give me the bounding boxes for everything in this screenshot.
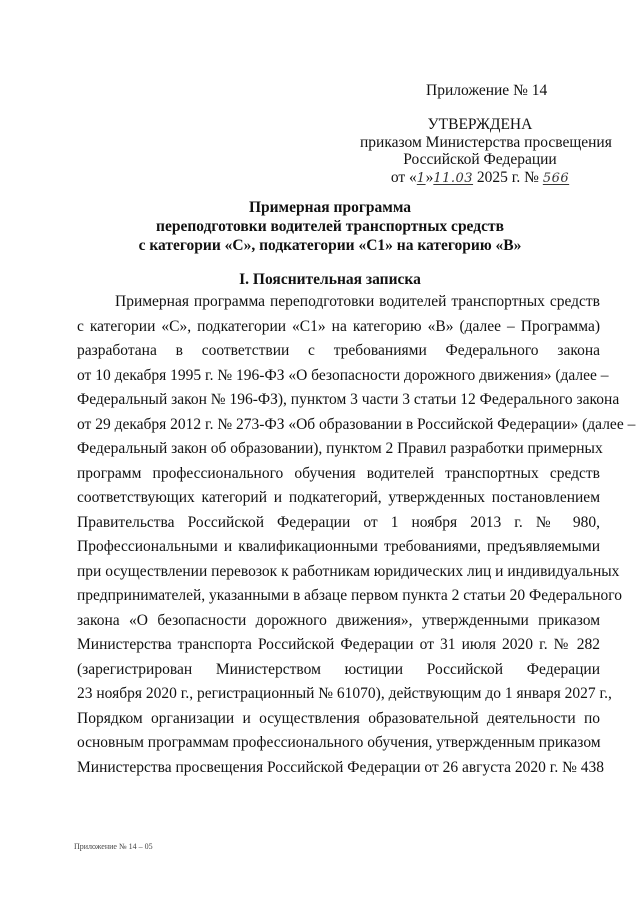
paragraph-line: с категории «С», подкатегории «С1» на категорию «В» (далее – Программа) xyxy=(77,317,600,335)
title-line-1: Примерная программа xyxy=(248,199,412,216)
order-date-mid: » xyxy=(425,168,434,186)
order-line-1: приказом Министерства просвещения xyxy=(360,133,612,151)
paragraph-line: (зарегистрирован Министерством юстиции Российской Федерации xyxy=(77,660,600,678)
paragraph-line: Министерства просвещения Российской Федерации от 26 августа 2020 г. № 438 xyxy=(77,758,605,776)
page-footer: Приложение № 14 – 05 xyxy=(74,842,153,851)
order-day-handwritten: 1 xyxy=(416,170,426,186)
approval-block xyxy=(360,116,612,187)
document-title xyxy=(60,198,600,255)
paragraph-line: Профессиональными и квалификационными требованиями, предъявляемыми xyxy=(77,538,600,555)
paragraph-line: Федеральный закон № 196-ФЗ), пунктом 3 части 3 статьи 12 Федерального закона xyxy=(77,391,620,408)
order-date-line xyxy=(360,169,600,188)
title-line-3: с категории «С», подкатегории «С1» на категорию «В» xyxy=(138,237,522,254)
paragraph-line: Федеральный закон об образовании), пунктом 2 Правил разработки примерных xyxy=(77,440,603,457)
paragraph-line: разработана в соответствии с требованиями Федерального закона xyxy=(77,342,600,359)
order-number-handwritten: 566 xyxy=(542,170,570,186)
paragraph-line: Примерная программа переподготовки водителей транспортных средств xyxy=(115,293,600,310)
paragraph-line: 23 ноября 2020 г., регистрационный № 61070), действующим до 1 января 2027 г., xyxy=(77,685,612,702)
paragraph-line: от 10 декабря 1995 г. № 196-ФЗ «О безопасности дорожного движения» (далее – xyxy=(77,366,609,384)
paragraph-line: соответствующих категорий и подкатегорий, утвержденных постановлением xyxy=(77,489,600,506)
order-month-handwritten: 11.03 xyxy=(433,170,474,186)
paragraph-line: от 29 декабря 2012 г. № 273-ФЗ «Об образовании в Российской Федерации» (далее – xyxy=(77,415,636,433)
paragraph-line: Министерства транспорта Российской Федерации от 31 июля 2020 г. № 282 xyxy=(77,636,600,653)
paragraph-line: при осуществлении перевозок к работникам юридических лиц и индивидуальных xyxy=(77,562,620,580)
paragraph-line: основным программам профессионального обучения, утвержденным приказом xyxy=(77,734,601,751)
paragraph-line: программ профессионального обучения водителей транспортных средств xyxy=(77,464,600,482)
order-date-year: 2025 г. № xyxy=(476,168,539,186)
paragraph-line: закона «О безопасности дорожного движения», утвержденными приказом xyxy=(77,611,600,629)
order-line-2: Российской Федерации xyxy=(403,151,557,168)
title-line-2: переподготовки водителей транспортных средств xyxy=(156,218,504,235)
paragraph-line: предпринимателей, указанными в абзаце первом пункта 2 статьи 20 Федерального xyxy=(77,587,622,604)
paragraph-line: Правительства Российской Федерации от 1 ноября 2013 г. № 980, xyxy=(77,513,600,531)
appendix-label: Приложение № 14 xyxy=(426,82,548,99)
order-date-prefix: от « xyxy=(390,168,417,186)
section-heading: I. Пояснительная записка xyxy=(239,271,421,288)
approved-stamp-text: УТВЕРЖДЕНА xyxy=(427,116,533,133)
paragraph-line: Порядком организации и осуществления образовательной деятельности по xyxy=(77,709,600,727)
